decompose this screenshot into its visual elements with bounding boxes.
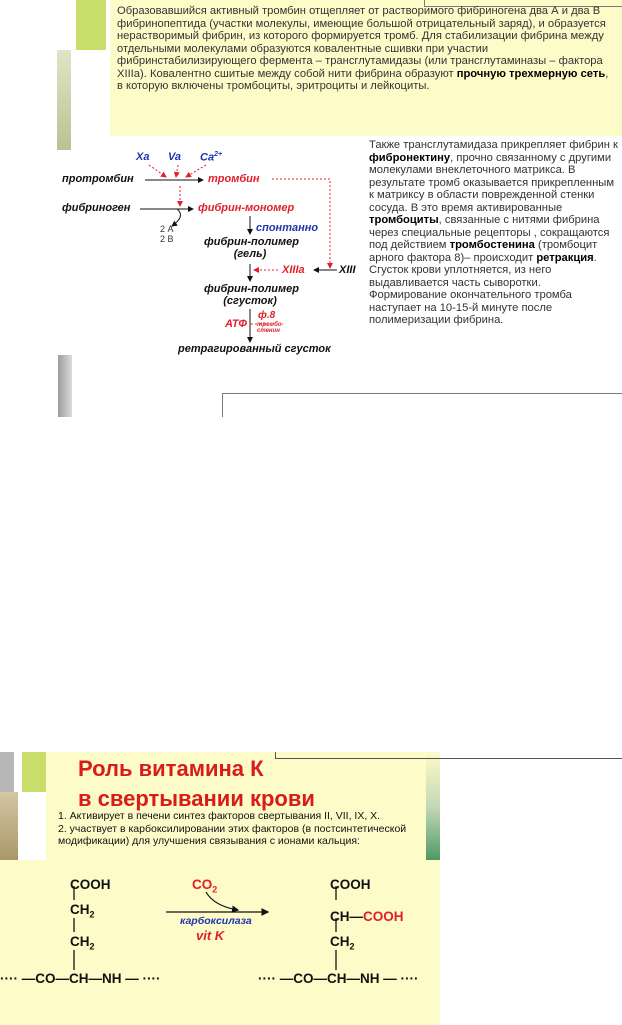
co2-label: $CO_2$: [192, 877, 218, 895]
peptides-label: 2 А 2 В: [160, 224, 174, 244]
xa-arrow: [149, 165, 166, 177]
ca-label: $Ca^{2+}$: [200, 151, 223, 164]
slide2-title: Роль витамина К в свертывании крови: [78, 756, 315, 811]
slide2-right-stripe: [426, 752, 440, 860]
slide2-deco-line: [275, 752, 622, 759]
backbone-left: ···· —CO—CH—NH — ····: [0, 971, 161, 986]
slide1-right-text: Также трансглутамидаза прикрепляет фибрин к фибронектину, прочно связанному с другими молекулами внеклеточного матрикса. В результате тромб оказывается прикрепленным к матриксу в области поврежденной стенки сосуда. В это время активированные тромбоциты, связанные с нитями фибрина через специальные рецепторы , сокращаются под действием тромбостенина (тромбоцит арного фактора 8)– происходит ретракция. Сгусток крови уплотняется, из него выдавливается часть сыворотки. Формирование окончательного тромба наступает на 10-15-й минуте после полимеризации фибрина.: [369, 139, 618, 326]
spontaneous-label: спонтанно: [256, 222, 319, 234]
fibrin-monomer-label: фибрин-мономер: [198, 202, 295, 214]
vitk-label: vit K: [196, 928, 225, 943]
factor8-label: ф.8: [258, 310, 276, 321]
xa-label: Xa: [136, 151, 150, 163]
retracted-clot-label: ретрагированный сгусток: [178, 343, 331, 355]
list-item: 1. Активирует в печени синтез факторов свертывания II, VII, IX, X.: [58, 810, 381, 822]
slide2-list: [58, 810, 428, 848]
va-label: Va: [168, 151, 182, 163]
list-item: 2. участвует в карбоксилировании этих факторов (в постсинтетической модификации) для улучшения связывания с ионами кальция:: [58, 822, 407, 847]
ch2-left-b: $CH_2$: [70, 934, 95, 952]
ch-right: CH—COOH: [330, 909, 404, 924]
carboxylase-label: карбоксилаза: [180, 915, 252, 927]
cooh-right: COOH: [330, 877, 371, 892]
slide2-accent-gray: [0, 752, 14, 792]
slide2-accent-brown: [0, 792, 18, 860]
cooh-left: COOH: [70, 877, 111, 892]
ca-arrow: [186, 165, 206, 177]
slide2-accent-green: [22, 752, 46, 792]
va-arrow: [176, 165, 178, 177]
fibrinogen-label: фибриноген: [62, 202, 131, 214]
atp-label: АТФ: [225, 318, 247, 330]
backbone-right: ···· —CO—CH—NH — ····: [258, 971, 419, 986]
ch2-right: $CH_2$: [330, 934, 355, 952]
fibrin-polymer-gel-label: фибрин-полимер (гель): [204, 236, 299, 260]
thrombin-label: тромбин: [208, 173, 260, 185]
prothrombin-label: протромбин: [62, 173, 134, 185]
thrombostenin-label: тромбо- стенин: [257, 322, 284, 334]
ch2-left-a: $CH_2$: [70, 902, 95, 920]
slide1-paragraph: Образовавшийся активный тромбин отщепляет от растворимого фибриногена два А и два В фибринопептида (участки молекулы, имеющие большой отрицательный заряд), и образуется нерастворимый фибрин, из которого формируется тромб. Для стабилизации фибрина между отдельными молекулами образуются ковалентные сшивки при участии фибринстабилизирующего фермента – трансглутамидазы (или трансглутаминазы – фактора XIIIa). Ковалентно сшитые между собой нити фибрина образуют прочную трехмерную сеть, в которую включены тромбоциты, эритроциты и лейкоциты.: [117, 5, 609, 92]
xiiia-label: XIIIa: [282, 264, 305, 276]
xiii-label: XIII: [339, 264, 356, 276]
fibrin-polymer-clot-label: фибрин-полимер (сгусток): [204, 283, 299, 307]
